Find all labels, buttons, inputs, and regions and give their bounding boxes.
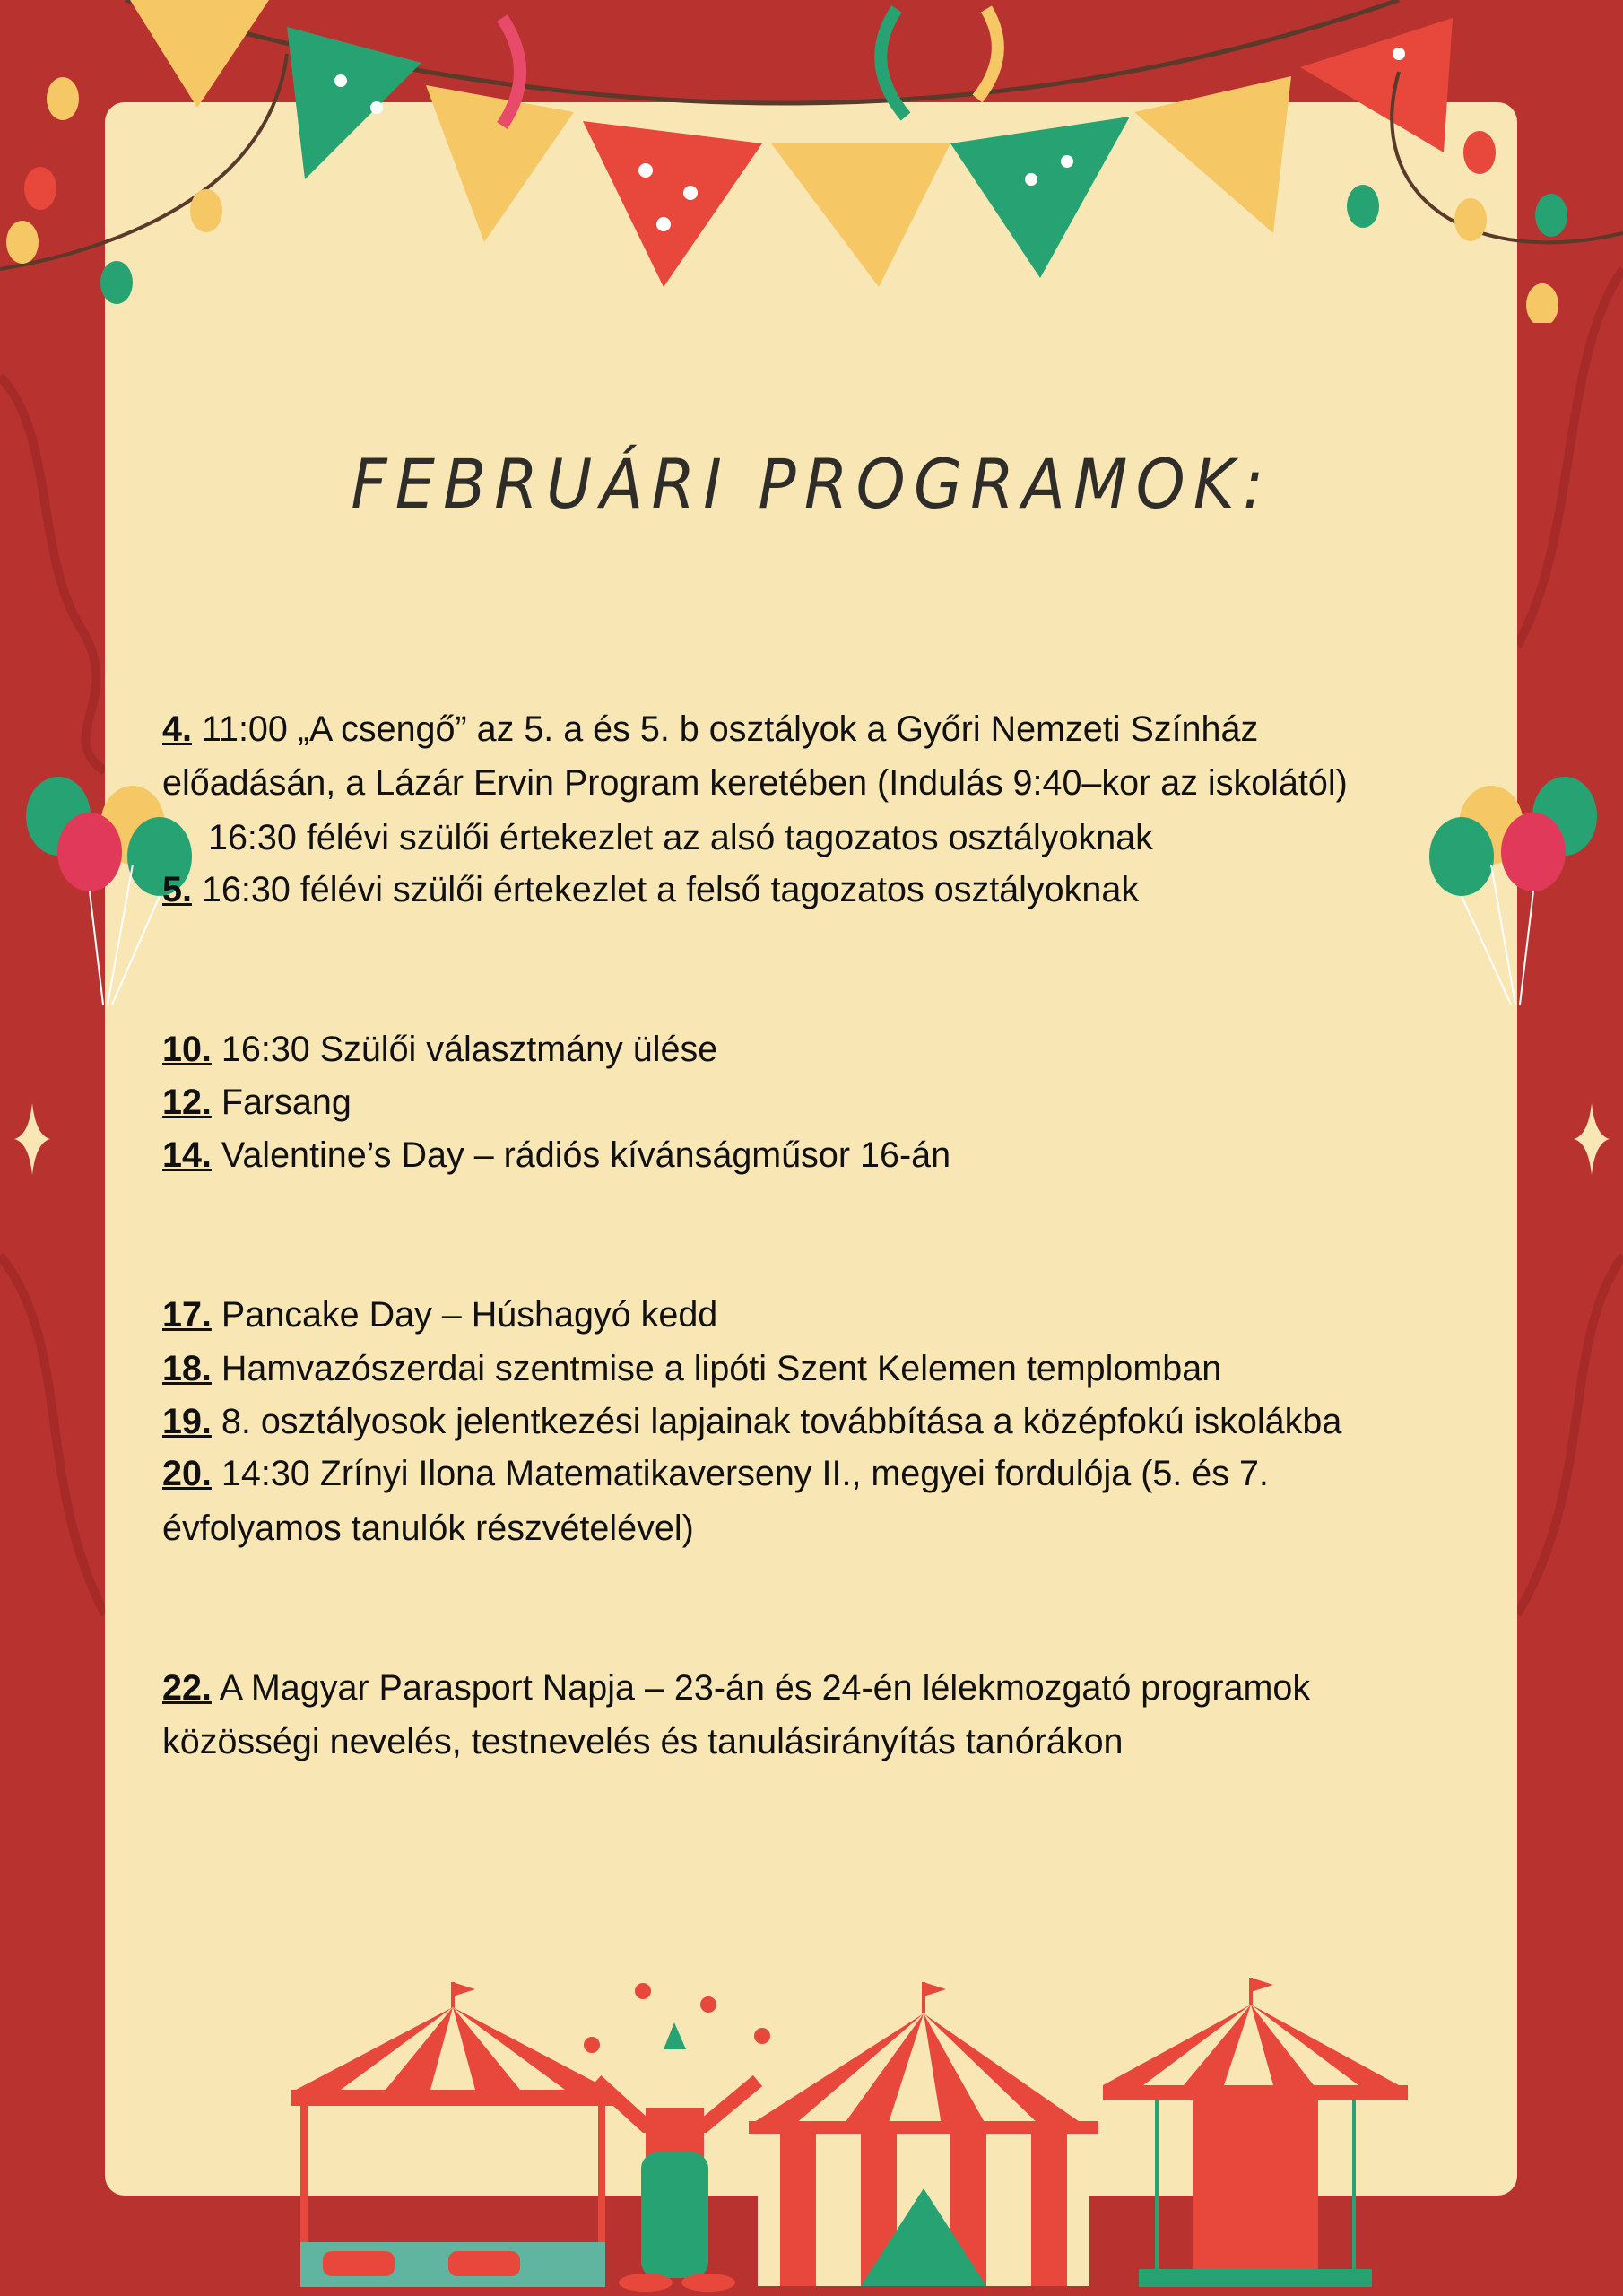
- event-text: 11:00 „A csengő” az 5. a és 5. b osztályok a Győri Nemzeti Színház: [201, 709, 1259, 749]
- event-day: 12.: [162, 1083, 212, 1122]
- event-item-continuation: [162, 1715, 1124, 1769]
- event-item: [162, 702, 1258, 756]
- event-item: [162, 1661, 1310, 1715]
- event-text: előadásán, a Lázár Ervin Program keretében (Indulás 9:40–kor az iskolától): [162, 763, 1348, 803]
- event-text: Hamvazószerdai szentmise a lipóti Szent Kelemen templomban: [221, 1349, 1222, 1388]
- circus-scene-decoration: [0, 1973, 1623, 2296]
- event-day: 14.: [162, 1135, 212, 1175]
- event-day: 10.: [162, 1030, 212, 1069]
- event-item: [162, 1128, 950, 1182]
- event-item-continuation: [162, 756, 1348, 810]
- event-text: Farsang: [221, 1083, 352, 1122]
- page-title: FEBRUÁRI PROGRAMOK:: [351, 444, 1272, 524]
- event-text: közösségi nevelés, testnevelés és tanulásirányítás tanórákon: [162, 1722, 1124, 1761]
- event-day: 20.: [162, 1454, 212, 1493]
- event-text: A Magyar Parasport Napja – 23-án és 24-én lélekmozgató programok: [219, 1668, 1311, 1708]
- sparkle-right-icon: [1574, 1103, 1610, 1175]
- event-text: 14:30 Zrínyi Ilona Matematikaverseny II., megyei fordulója (5. és 7.: [221, 1454, 1269, 1493]
- sparkle-left-icon: [14, 1103, 50, 1175]
- event-item: [162, 1022, 717, 1076]
- event-item: [162, 1342, 1221, 1396]
- event-text: Pancake Day – Húshagyó kedd: [221, 1295, 718, 1335]
- bunting-garland-decoration: [0, 0, 1623, 323]
- event-day: 5.: [162, 870, 192, 909]
- event-text: 16:30 Szülői választmány ülése: [221, 1030, 718, 1069]
- event-item: [208, 811, 1153, 865]
- event-day: 4.: [162, 709, 192, 749]
- event-text: Valentine’s Day – rádiós kívánságműsor 16-án: [221, 1135, 951, 1175]
- event-item-continuation: [162, 1501, 694, 1555]
- event-item: [162, 1075, 352, 1129]
- event-item: [162, 1447, 1269, 1500]
- event-text: 16:30 félévi szülői értekezlet az alsó tagozatos osztályoknak: [208, 818, 1153, 857]
- event-day: 17.: [162, 1295, 212, 1335]
- event-item: [162, 1288, 717, 1342]
- balloons-right-decoration: [1421, 771, 1601, 1040]
- event-day: 19.: [162, 1402, 212, 1441]
- event-text: évfolyamos tanulók részvételével): [162, 1509, 694, 1548]
- event-text: 8. osztályosok jelentkezési lapjainak továbbítása a középfokú iskolákba: [221, 1402, 1342, 1441]
- event-item: [162, 1395, 1341, 1448]
- circus-tent-illustration: [749, 1982, 1098, 2286]
- event-day: 18.: [162, 1349, 212, 1388]
- event-item: [162, 863, 1139, 917]
- event-text: 16:30 félévi szülői értekezlet a felső tagozatos osztályoknak: [201, 870, 1140, 909]
- event-day: 22.: [162, 1668, 212, 1708]
